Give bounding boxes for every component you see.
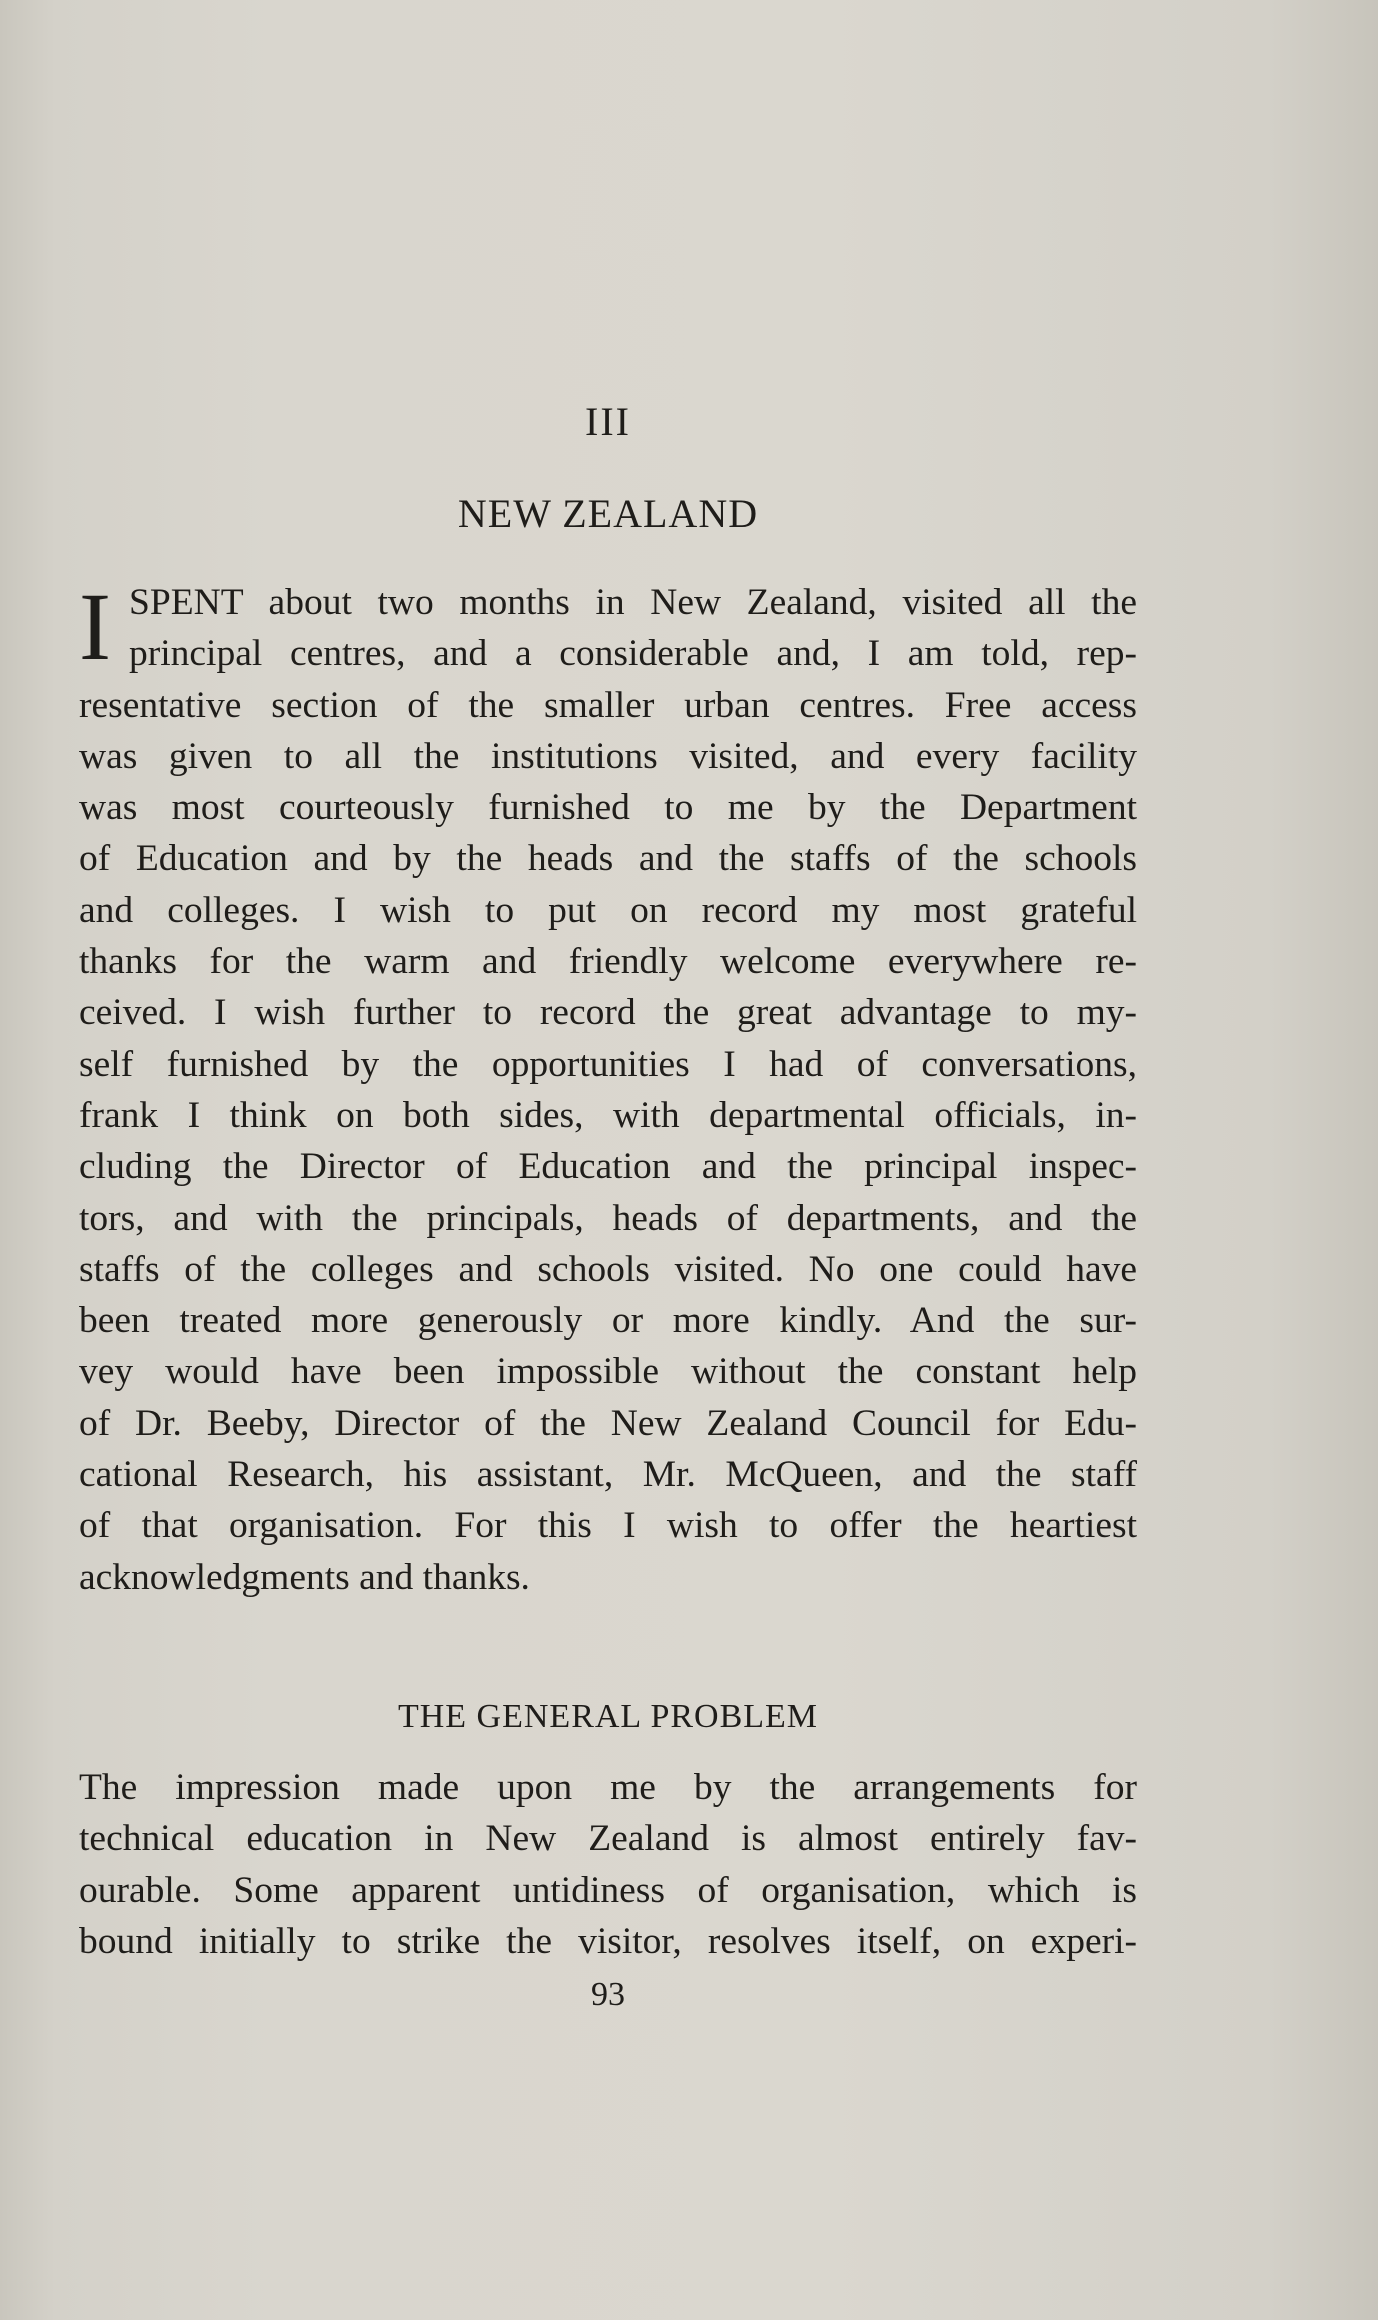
paragraph-line: cluding the Director of Education and the principal inspec- bbox=[79, 1146, 1137, 1188]
paragraph-line: SPENT about two months in New Zealand, visited all the bbox=[129, 582, 1137, 623]
paragraph-line: ourable. Some apparent untidiness of organisation, which is bbox=[79, 1869, 1137, 1911]
paragraph-line: thanks for the warm and friendly welcome everywhere re- bbox=[79, 941, 1137, 983]
paragraph-line: of Education and by the heads and the staffs of the schools bbox=[79, 838, 1137, 880]
paragraph-line: of that organisation. For this I wish to offer the heartiest bbox=[79, 1505, 1137, 1547]
section-heading: THE GENERAL PROBLEM bbox=[397, 1698, 819, 1735]
paragraph-line: was most courteously furnished to me by the Department bbox=[79, 787, 1137, 829]
paragraph-line: technical education in New Zealand is almost entirely fav- bbox=[79, 1818, 1137, 1860]
paragraph-line: tors, and with the principals, heads of departments, and the bbox=[79, 1197, 1137, 1239]
paragraph-line: staffs of the colleges and schools visited. No one could have bbox=[79, 1248, 1137, 1290]
paragraph-line: principal centres, and a considerable and, I am told, rep- bbox=[129, 633, 1137, 675]
paragraph-line: of Dr. Beeby, Director of the New Zealand Council for Edu- bbox=[79, 1402, 1137, 1444]
paragraph-line: been treated more generously or more kindly. And the sur- bbox=[79, 1300, 1137, 1342]
paragraph-line: acknowledgments and thanks. bbox=[79, 1556, 530, 1598]
paragraph-line: self furnished by the opportunities I had of conversations, bbox=[79, 1043, 1137, 1085]
section-paragraph bbox=[79, 1762, 1137, 1967]
paragraph-line: frank I think on both sides, with departmental officials, in- bbox=[79, 1094, 1137, 1136]
paragraph-line: was given to all the institutions visited, and every facility bbox=[79, 735, 1137, 777]
chapter-title: NEW ZEALAND bbox=[457, 491, 759, 536]
page-number: 93 bbox=[591, 1976, 625, 2013]
paragraph-line: bound initially to strike the visitor, resolves itself, on experi- bbox=[79, 1920, 1137, 1962]
paragraph-line: The impression made upon me by the arrangements for bbox=[79, 1767, 1137, 1808]
paragraph-line: resentative section of the smaller urban centres. Free access bbox=[79, 684, 1137, 726]
paragraph-line: ceived. I wish further to record the great advantage to my- bbox=[79, 992, 1137, 1034]
paragraph-line: vey would have been impossible without the constant help bbox=[79, 1351, 1137, 1393]
paragraph-line: and colleges. I wish to put on record my most grateful bbox=[79, 889, 1137, 931]
drop-cap: I bbox=[79, 573, 111, 680]
chapter-number: III bbox=[585, 399, 631, 444]
paragraph-line: cational Research, his assistant, Mr. McQueen, and the staff bbox=[79, 1454, 1137, 1496]
intro-paragraph bbox=[79, 573, 1137, 1603]
